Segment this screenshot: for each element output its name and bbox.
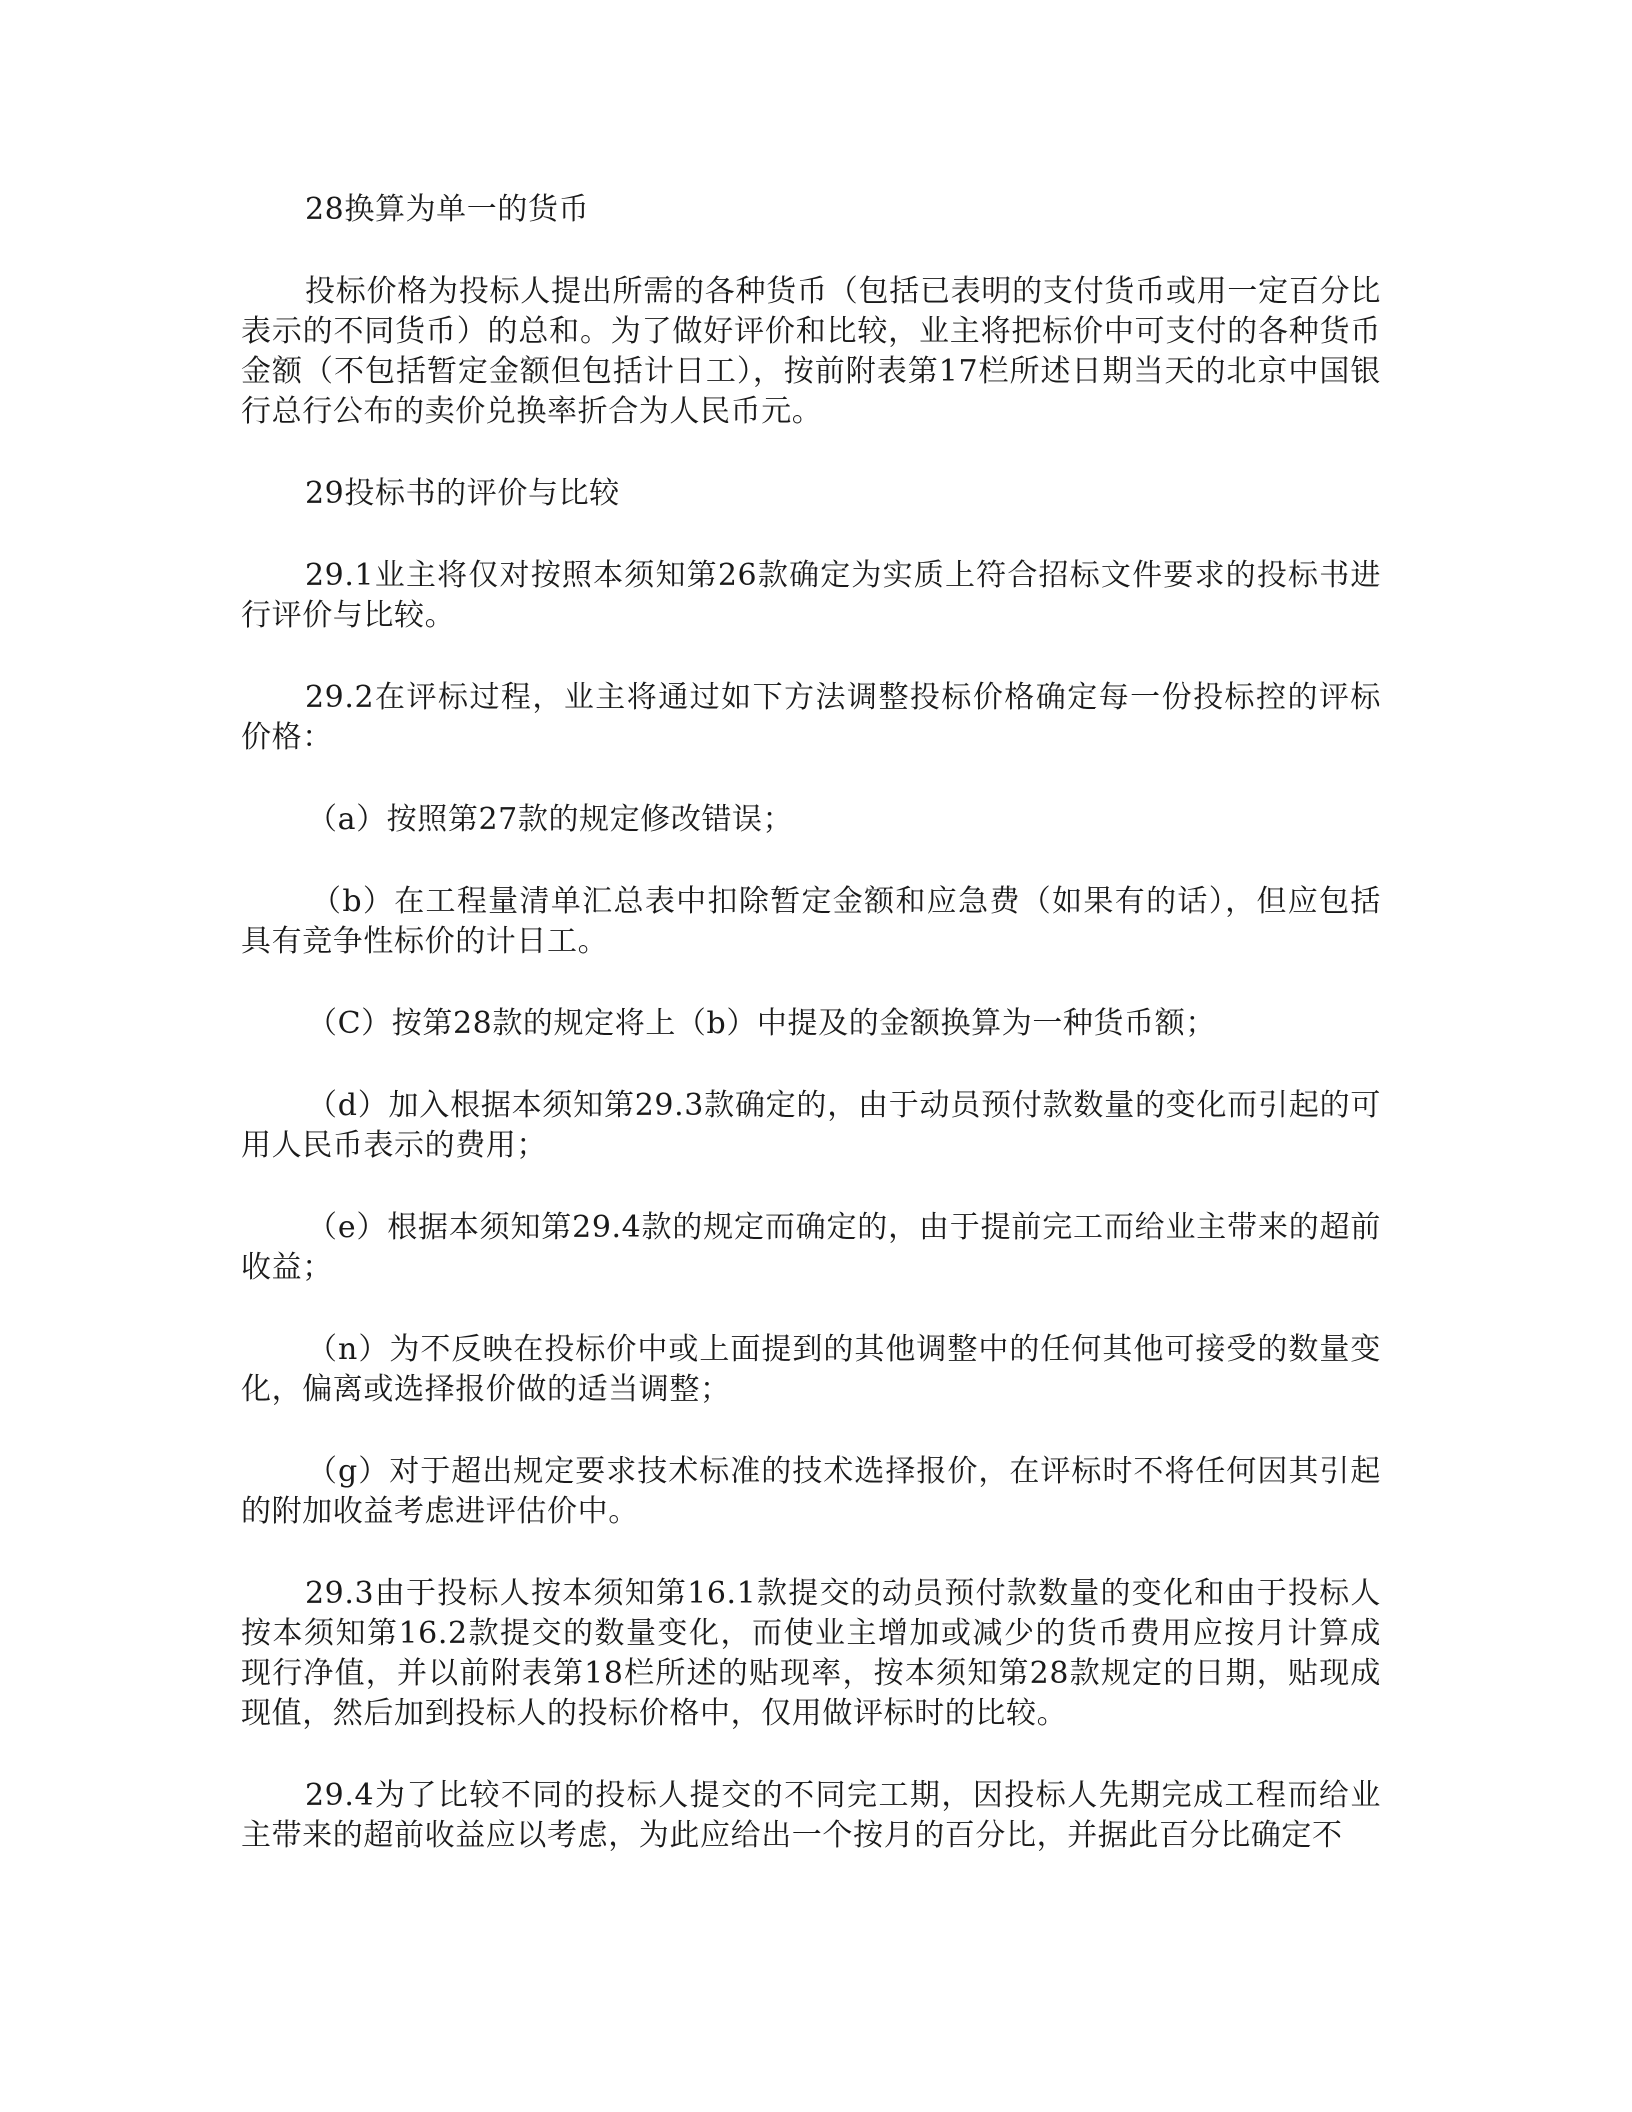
document-body <box>241 190 1381 1898</box>
list-item-c: （C）按第28款的规定将上（b）中提及的金额换算为一种货币额； <box>307 1006 1216 1041</box>
list-item-b: （b）在工程量清单汇总表中扣除暂定金额和应急费（如果有的话），但应包括具有竞争性标价的计日工。 <box>241 884 1381 959</box>
paragraph-29-4: 29.4为了比较不同的投标人提交的不同完工期，因投标人先期完成工程而给业主带来的超前收益应以考虑，为此应给出一个按月的百分比，并据此百分比确定不 <box>241 1778 1381 1853</box>
list-item-a: （a）按照第27款的规定修改错误； <box>307 802 794 837</box>
paragraph-29-3: 29.3由于投标人按本须知第16.1款提交的动员预付款数量的变化和由于投标人按本须知第16.2款提交的数量变化，而使业主增加或减少的货币费用应按月计算成现行净值，并以前附表第18栏所述的贴现率，按本须知第28款规定的日期，贴现成现值，然后加到投标人的投标价格中，仅用做评标时的比较。 <box>241 1576 1381 1731</box>
paragraph-currency-conversion: 投标价格为投标人提出所需的各种货币（包括已表明的支付货币或用一定百分比表示的不同货币）的总和。为了做好评价和比较，业主将把标价中可支付的各种货币金额（不包括暂定金额但包括计日工），按前附表第17栏所述日期当天的北京中国银行总行公布的卖价兑换率折合为人民币元。 <box>241 274 1381 429</box>
list-item-g: （g）对于超出规定要求技术标准的技术选择报价，在评标时不将任何因其引起的附加收益考虑进评估价中。 <box>241 1454 1381 1529</box>
paragraph-29-2: 29.2在评标过程，业主将通过如下方法调整投标价格确定每一份投标控的评标价格： <box>241 680 1381 755</box>
list-item-n: （n）为不反映在投标价中或上面提到的其他调整中的任何其他可接受的数量变化，偏离或选择报价做的适当调整； <box>241 1332 1381 1407</box>
section-heading-28: 28换算为单一的货币 <box>305 192 590 227</box>
list-item-e: （e）根据本须知第29.4款的规定而确定的，由于提前完工而给业主带来的超前收益； <box>241 1210 1381 1285</box>
paragraph-29-1: 29.1业主将仅对按照本须知第26款确定为实质上符合招标文件要求的投标书进行评价与比较。 <box>241 558 1381 633</box>
list-item-d: （d）加入根据本须知第29.3款确定的，由于动员预付款数量的变化而引起的可用人民币表示的费用； <box>241 1088 1381 1163</box>
section-heading-29: 29投标书的评价与比较 <box>305 476 620 511</box>
